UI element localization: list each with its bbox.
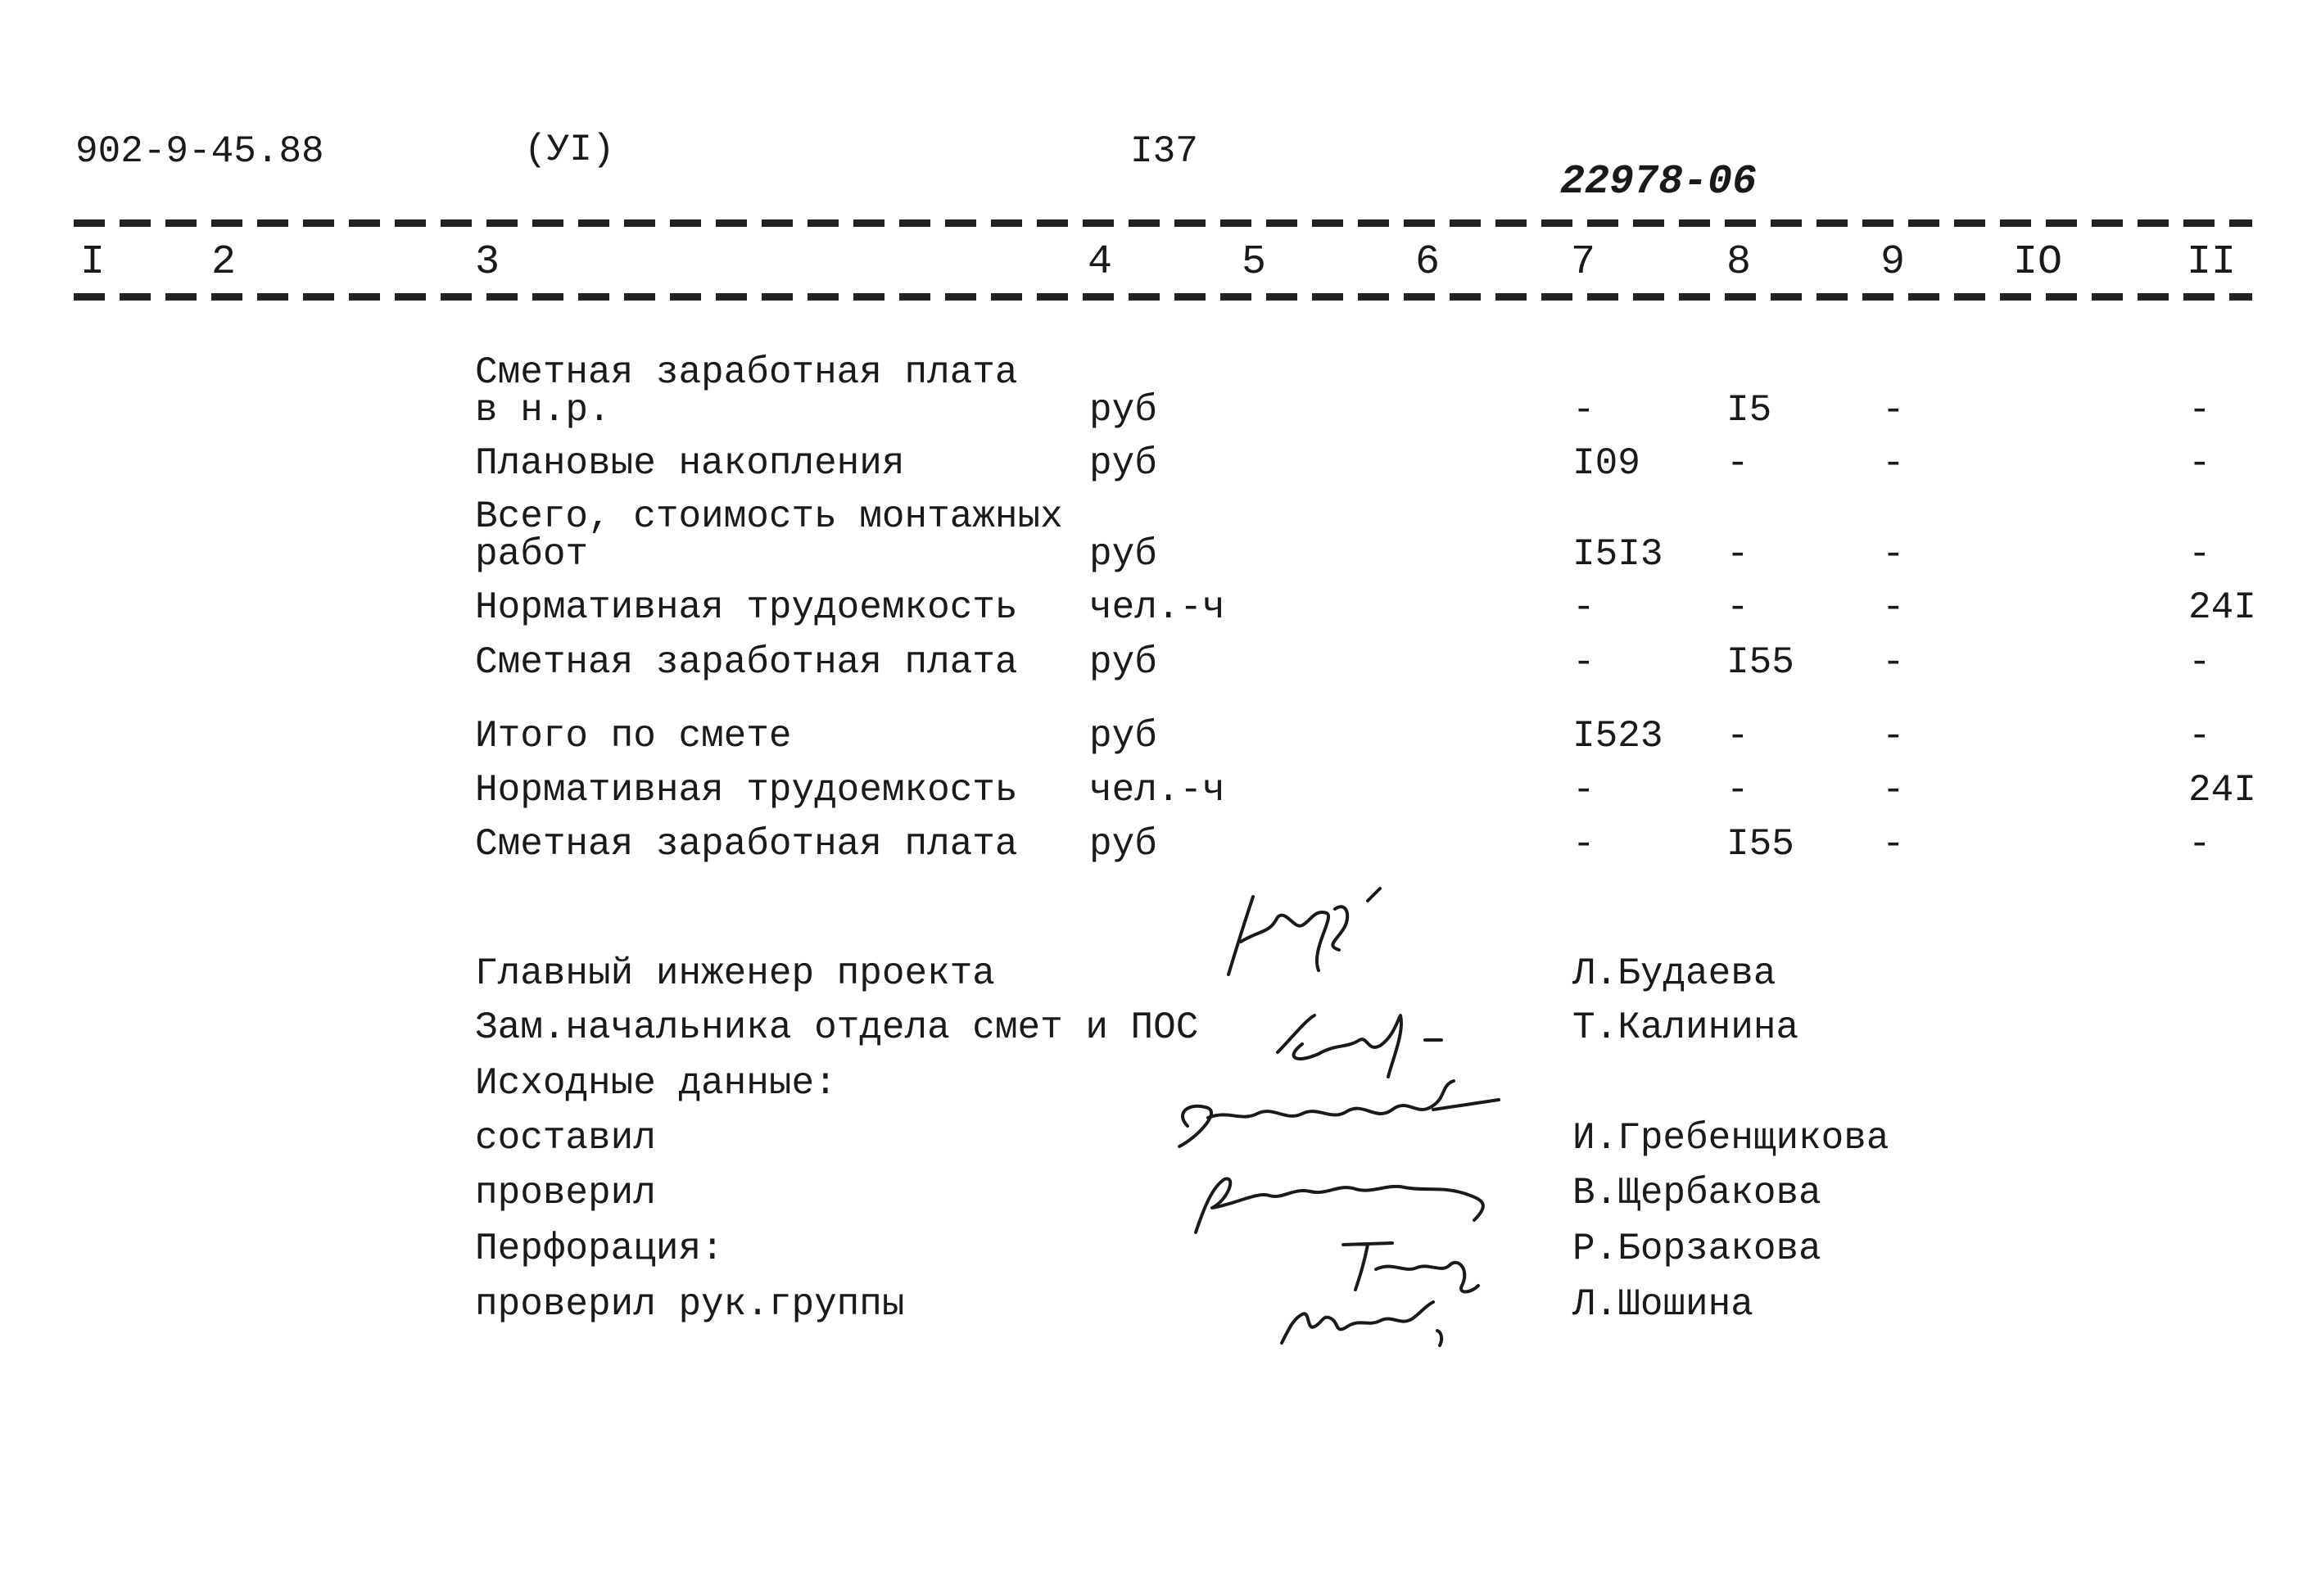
row-col11: -: [2188, 641, 2211, 684]
row-label: Нормативная трудоемкость: [475, 586, 1018, 629]
column-header-10: IO: [2013, 239, 2063, 286]
signature-name: Т.Калинина: [1572, 1006, 1799, 1049]
row-col11: -: [2188, 389, 2211, 432]
row-unit: руб: [1089, 442, 1157, 485]
signature-name: И.Гребенщикова: [1572, 1117, 1889, 1160]
row-col11: -: [2188, 823, 2211, 866]
column-header-11: II: [2187, 239, 2237, 286]
row-col9: -: [1882, 823, 1905, 866]
column-header-4: 4: [1088, 239, 1113, 286]
top-dashed-rule: [74, 219, 2252, 227]
row-label: Итого по смете: [475, 715, 792, 757]
row-col11: 24I: [2188, 586, 2256, 629]
row-col11: -: [2188, 533, 2211, 576]
row-unit: руб: [1089, 389, 1157, 432]
row-col8: -: [1726, 586, 1749, 629]
row-col8: -: [1726, 533, 1749, 576]
signature-name: В.Щербакова: [1572, 1172, 1821, 1214]
row-col8: -: [1726, 715, 1749, 757]
column-header-5: 5: [1242, 239, 1267, 286]
row-col8: -: [1726, 442, 1749, 485]
column-header-8: 8: [1726, 239, 1752, 286]
row-col9: -: [1882, 533, 1905, 576]
signature-name: Р.Борзакова: [1572, 1228, 1821, 1270]
row-unit: чел.-ч: [1089, 769, 1225, 812]
signature-role: Главный инженер проекта: [475, 952, 995, 995]
column-header-2: 2: [211, 239, 237, 286]
row-unit: руб: [1089, 533, 1157, 576]
column-header-1: I: [80, 239, 106, 286]
row-col8: -: [1726, 769, 1749, 812]
column-header-7: 7: [1571, 239, 1596, 286]
signature-name: Л.Шошина: [1572, 1283, 1753, 1326]
row-col11: -: [2188, 715, 2211, 757]
signature-section-heading: Исходные данные:: [475, 1062, 837, 1105]
row-col9: -: [1882, 389, 1905, 432]
bottom-dashed-rule: [74, 293, 2252, 301]
row-col8: I55: [1726, 641, 1794, 684]
section-number: (УI): [524, 129, 615, 171]
row-unit: руб: [1089, 715, 1157, 757]
row-col9: -: [1882, 442, 1905, 485]
row-col7: -: [1572, 389, 1595, 432]
row-col7: I5I3: [1572, 533, 1663, 576]
row-col7: I523: [1572, 715, 1663, 757]
row-col11: 24I: [2188, 769, 2256, 812]
signature-role: проверил рук.группы: [475, 1283, 905, 1326]
column-header-3: 3: [475, 239, 500, 286]
signature-role: Перфорация:: [475, 1228, 724, 1270]
row-col9: -: [1882, 715, 1905, 757]
row-col9: -: [1882, 586, 1905, 629]
row-col8: I5: [1726, 389, 1772, 432]
signature-scribble-grebenshchikova: [1163, 1077, 1507, 1167]
row-col11: -: [2188, 442, 2211, 485]
signature-scribble-kalinina: [1269, 995, 1458, 1085]
row-col8: I55: [1726, 823, 1794, 866]
row-col7: -: [1572, 769, 1595, 812]
row-label: Сметная заработная плата: [475, 641, 1018, 684]
column-header-9: 9: [1880, 239, 1906, 286]
signature-scribble-shoshina: [1269, 1282, 1466, 1355]
page-number: I37: [1130, 130, 1198, 173]
row-unit: руб: [1089, 823, 1157, 866]
row-col9: -: [1882, 641, 1905, 684]
signature-role: проверил: [475, 1172, 656, 1214]
signature-role: составил: [475, 1117, 656, 1160]
column-header-6: 6: [1415, 239, 1441, 286]
signature-scribble-budaeva: [1212, 884, 1409, 991]
row-label: Всего, стоимость монтажных работ: [475, 495, 1063, 576]
stamp-number: 22978-06: [1560, 159, 1758, 206]
document-code: 902-9-45.88: [75, 130, 324, 173]
row-col7: -: [1572, 586, 1595, 629]
row-col7: I09: [1572, 442, 1640, 485]
row-col9: -: [1882, 769, 1905, 812]
row-label: Плановые накопления: [475, 442, 905, 485]
row-col7: -: [1572, 823, 1595, 866]
row-label: Сметная заработная плата: [475, 823, 1018, 866]
row-unit: чел.-ч: [1089, 586, 1225, 629]
signature-name: Л.Будаева: [1572, 952, 1776, 995]
signature-role: Зам.начальника отдела смет и ПОС: [475, 1006, 1199, 1049]
row-label: Нормативная трудоемкость: [475, 769, 1018, 812]
row-label: Сметная заработная плата в н.р.: [475, 351, 1018, 432]
row-col7: -: [1572, 641, 1595, 684]
row-unit: руб: [1089, 641, 1157, 684]
